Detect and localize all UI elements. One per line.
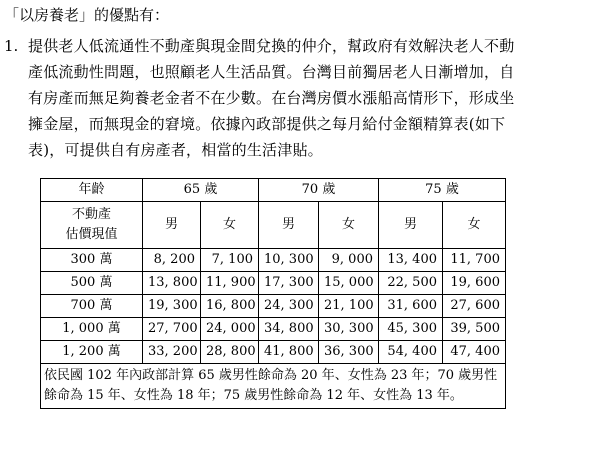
item-number: 1. [4,37,19,55]
property-value-cell: 1, 200 萬 [41,341,143,364]
amount-cell: 21, 100 [319,295,379,318]
amount-cell: 8, 200 [143,249,201,272]
amount-cell: 34, 800 [259,318,319,341]
table-header-row [41,179,506,202]
gender-header: 男 [379,202,443,249]
gender-header: 女 [319,202,379,249]
gender-header: 女 [201,202,259,249]
amount-cell: 10, 300 [259,249,319,272]
amount-cell: 28, 800 [201,341,259,364]
amount-cell: 22, 500 [379,272,443,295]
monthly-payment-table [40,178,506,409]
amount-cell: 54, 400 [379,341,443,364]
amount-cell: 33, 200 [143,341,201,364]
age-group-75: 75 歲 [379,179,506,202]
amount-cell: 30, 300 [319,318,379,341]
item-text-line: 表)，可提供自有房產者，相當的生活津貼。 [28,141,323,159]
table-subheader-row [41,202,506,249]
amount-cell: 11, 900 [201,272,259,295]
amount-cell: 16, 800 [201,295,259,318]
property-value-header [41,202,143,249]
property-value-cell: 700 萬 [41,295,143,318]
amount-cell: 36, 300 [319,341,379,364]
amount-cell: 45, 300 [379,318,443,341]
age-group-65: 65 歲 [143,179,259,202]
amount-cell: 47, 400 [443,341,506,364]
age-header: 年齡 [41,179,143,202]
amount-cell: 27, 600 [443,295,506,318]
property-value-header-line1: 不動產 [71,207,111,222]
amount-cell: 24, 000 [201,318,259,341]
amount-cell: 17, 300 [259,272,319,295]
amount-cell: 19, 300 [143,295,201,318]
table-note-row [41,364,506,409]
table-row [41,249,506,272]
amount-cell: 13, 400 [379,249,443,272]
property-value-cell: 500 萬 [41,272,143,295]
gender-header: 男 [143,202,201,249]
amount-cell: 39, 500 [443,318,506,341]
amount-cell: 27, 700 [143,318,201,341]
item-text-line: 提供老人低流通性不動產與現金間兌換的仲介，幫政府有效解決老人不動 [28,37,515,55]
amount-cell: 13, 800 [143,272,201,295]
amount-cell: 24, 300 [259,295,319,318]
property-value-cell: 1, 000 萬 [41,318,143,341]
item-text-line: 有房產而無足夠養老金者不在少數。在台灣房價水漲船高情形下，形成坐 [28,89,515,107]
amount-cell: 41, 800 [259,341,319,364]
amount-cell: 15, 000 [319,272,379,295]
amount-cell: 19, 600 [443,272,506,295]
amount-cell: 7, 100 [201,249,259,272]
table-row [41,295,506,318]
property-value-cell: 300 萬 [41,249,143,272]
section-heading: 「以房養老」的優點有： [4,6,170,24]
age-group-70: 70 歲 [259,179,379,202]
amount-cell: 9, 000 [319,249,379,272]
gender-header: 女 [443,202,506,249]
table-note: 依民國 102 年內政部計算 65 歲男性餘命為 20 年、女性為 23 年；70 歲男性餘命為 15 年、女性為 18 年；75 歲男性餘命為 12 年、女性為 13 年。 [41,364,506,409]
gender-header: 男 [259,202,319,249]
table-row [41,318,506,341]
item-text-line: 擁金屋，而無現金的窘境。依據內政部提供之每月給付金額精算表(如下 [28,115,506,133]
amount-cell: 31, 600 [379,295,443,318]
property-value-header-line2: 估價現值 [65,227,118,242]
table-row [41,272,506,295]
item-text-line: 產低流動性問題，也照顧老人生活品質。台灣目前獨居老人日漸增加，自 [28,63,515,81]
table-row [41,341,506,364]
amount-cell: 11, 700 [443,249,506,272]
